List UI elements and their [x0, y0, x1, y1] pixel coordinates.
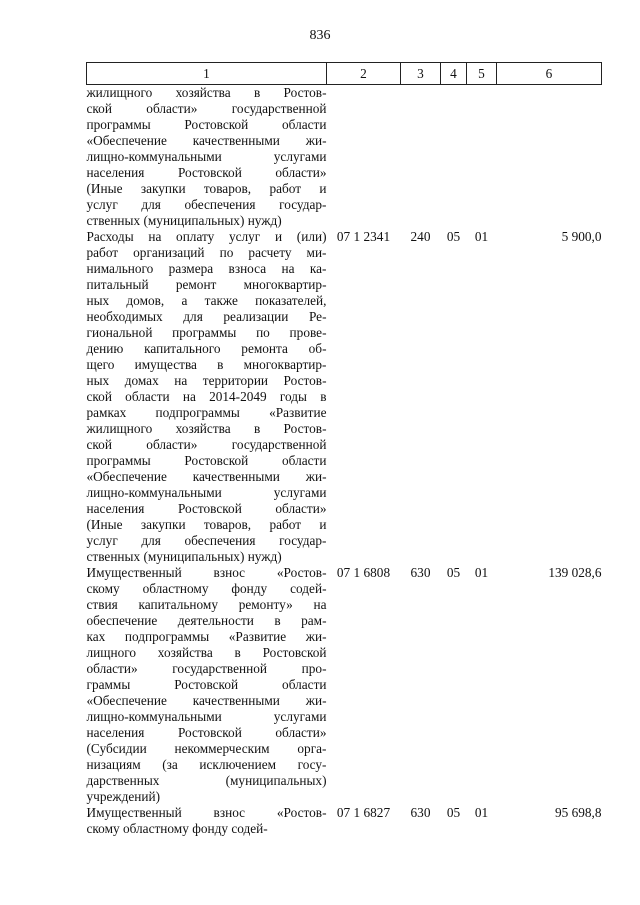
- description-line: «Обеспечение качественными жи-: [86, 693, 327, 708]
- description-line: дению капитального ремонта об-: [86, 341, 327, 356]
- row-section: [441, 85, 467, 230]
- description-line: скому областному фонду содей-: [86, 821, 268, 836]
- row-description: [87, 85, 327, 230]
- row-section: 05: [446, 565, 461, 580]
- description-line: области» государственной про-: [86, 661, 327, 676]
- description-line: работ организаций по расчету ми-: [86, 245, 327, 260]
- description-line: жилищного хозяйства в Ростов-: [86, 421, 327, 436]
- description-line: «Обеспечение качественными жи-: [86, 469, 327, 484]
- description-line: ных домов, а также показателей,: [86, 293, 327, 308]
- table-row: [87, 565, 602, 805]
- description-line: ных домах на территории Ростов-: [86, 373, 327, 388]
- row-description: [87, 229, 327, 565]
- description-line: нимального размера взноса на ка-: [86, 261, 327, 276]
- description-line: Имущественный взнос «Ростов-: [86, 805, 327, 820]
- row-expense-type: 630: [410, 805, 431, 820]
- description-line: низациям (за исключением госу-: [86, 757, 327, 772]
- header-row: [87, 63, 602, 85]
- description-line: Имущественный взнос «Ростов-: [86, 565, 327, 580]
- row-expense-type: 630: [410, 565, 431, 580]
- description-line: граммы Ростовской области: [86, 677, 327, 692]
- description-line: «Обеспечение качественными жи-: [86, 133, 327, 148]
- row-section: 05: [446, 805, 461, 820]
- table-row: [87, 805, 602, 837]
- header-cell-csr: 2: [327, 63, 401, 85]
- description-line: услуг для обеспечения государ-: [86, 197, 327, 212]
- description-line: лищно-коммунальными услугами: [86, 149, 327, 164]
- description-line: обеспечение деятельности в рам-: [86, 613, 327, 628]
- description-line: программы Ростовской области: [86, 117, 327, 132]
- header-cell-name: 1: [87, 63, 327, 85]
- description-line: ской области» государственной: [86, 437, 327, 452]
- row-subsection: [467, 85, 497, 230]
- header-cell-pr: 5: [467, 63, 497, 85]
- budget-table: [86, 62, 602, 837]
- description-line: лищно-коммунальными услугами: [86, 485, 327, 500]
- description-line: (Иные закупки товаров, работ и: [86, 517, 327, 532]
- description-line: населения Ростовской области»: [86, 725, 327, 740]
- description-line: населения Ростовской области»: [86, 165, 327, 180]
- table-row: [87, 229, 602, 565]
- description-line: ствия капитальному ремонту» на: [86, 597, 327, 612]
- row-target-article: 07 1 6827: [336, 805, 391, 820]
- row-amount: [497, 85, 602, 230]
- header-cell-amount: 6: [497, 63, 602, 85]
- header-cell-vr: 3: [401, 63, 441, 85]
- description-line: жилищного хозяйства в Ростов-: [86, 85, 327, 100]
- description-line: услуг для обеспечения государ-: [86, 533, 327, 548]
- description-line: ках подпрограммы «Развитие жи-: [86, 629, 327, 644]
- row-expense-type: 240: [410, 229, 431, 244]
- description-line: гиональной программы по прове-: [86, 325, 327, 340]
- description-line: (Субсидии некоммерческим орга-: [86, 741, 327, 756]
- row-subsection: 01: [474, 565, 489, 580]
- description-line: ственных (муниципальных) нужд): [86, 213, 282, 228]
- row-subsection: 01: [474, 805, 489, 820]
- description-line: рамках подпрограммы «Развитие: [86, 405, 327, 420]
- description-line: (Иные закупки товаров, работ и: [86, 181, 327, 196]
- description-line: дарственных (муниципальных): [86, 773, 327, 788]
- table-row: [87, 85, 602, 230]
- row-description: [87, 565, 327, 805]
- table-header: [87, 63, 602, 85]
- description-line: лищного хозяйства в Ростовской: [86, 645, 327, 660]
- row-target-article: 07 1 6808: [336, 565, 391, 580]
- header-cell-rz: 4: [441, 63, 467, 85]
- description-line: ской области на 2014-2049 годы в: [86, 389, 327, 404]
- description-line: скому областному фонду содей-: [86, 581, 327, 596]
- description-line: населения Ростовской области»: [86, 501, 327, 516]
- row-description: [87, 805, 327, 837]
- row-target-article: 07 1 2341: [336, 229, 391, 244]
- description-line: учреждений): [86, 789, 161, 804]
- row-subsection: 01: [474, 229, 489, 244]
- description-line: щего имущества в многоквартир-: [86, 357, 327, 372]
- description-line: необходимых для реализации Ре-: [86, 309, 327, 324]
- row-amount: 139 028,6: [548, 565, 602, 580]
- description-line: питальный ремонт многоквартир-: [86, 277, 327, 292]
- page-number: 836: [309, 28, 331, 43]
- row-section: 05: [446, 229, 461, 244]
- description-line: Расходы на оплату услуг и (или): [86, 229, 327, 244]
- row-amount: 95 698,8: [554, 805, 602, 820]
- description-line: ственных (муниципальных) нужд): [86, 549, 282, 564]
- row-expense-type: [401, 85, 441, 230]
- description-line: ской области» государственной: [86, 101, 327, 116]
- row-target-article: [327, 85, 401, 230]
- table-body: [87, 85, 602, 838]
- row-amount: 5 900,0: [561, 229, 602, 244]
- description-line: лищно-коммунальными услугами: [86, 709, 327, 724]
- description-line: программы Ростовской области: [86, 453, 327, 468]
